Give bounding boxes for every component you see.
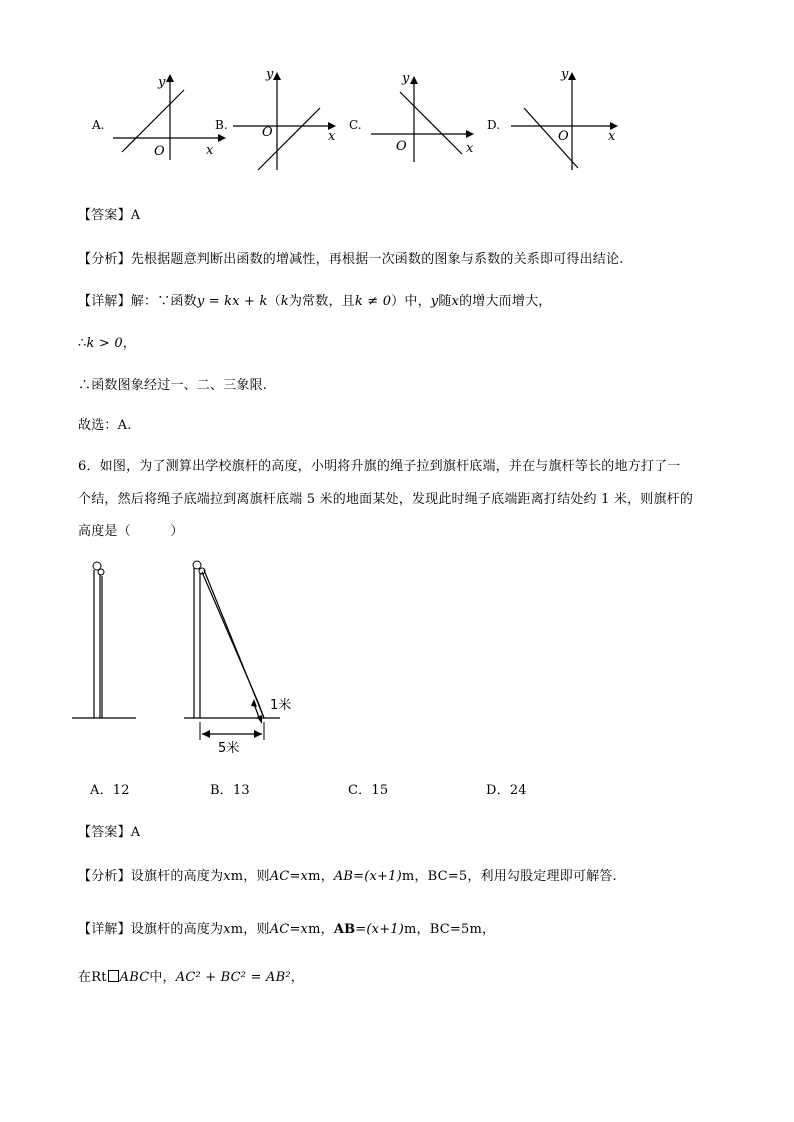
graph-a-label: A. xyxy=(92,118,105,132)
svg-text:O: O xyxy=(262,125,273,140)
missing-glyph-box xyxy=(108,970,119,982)
graph-d-label: D. xyxy=(487,118,501,132)
q6-line-3: 高度是（ ） xyxy=(78,524,184,539)
flagpole-figure-1 xyxy=(70,556,150,726)
graph-c-line xyxy=(400,92,462,154)
svg-text:x: x xyxy=(328,129,336,144)
rope-2 xyxy=(204,570,264,718)
graph-a-y: y xyxy=(158,75,166,90)
q6-line-1: 6．如图，为了测算出学校旗杆的高度，小明将升旗的绳子拉到旗杆底端，并在与旗杆等长的地方打了一 xyxy=(78,459,681,474)
graph-c xyxy=(366,68,486,164)
svg-text:O: O xyxy=(396,139,407,154)
q5-answer: 【答案】A xyxy=(78,208,141,223)
svg-text:O: O xyxy=(558,129,569,144)
q6-option-d: D．24 xyxy=(486,783,527,798)
q6-rt: 在Rt ABC中，AC² + BC² = AB²， xyxy=(78,970,304,985)
graph-a-x: x xyxy=(206,143,214,158)
q6-option-b: B．13 xyxy=(210,783,250,798)
graph-d-line xyxy=(524,108,578,168)
graph-a-origin: O xyxy=(154,144,165,159)
q6-line-2: 个结，然后将绳子底端拉到离旗杆底端 5 米的地面某处，发现此时绳子底端距离打结处约 1 米，则旗杆的 xyxy=(78,492,694,507)
q5-detail: 【详解】解：∵函数y = kx + k（k为常数，且k ≠ 0）中，y随x的增大而增大， xyxy=(78,294,552,309)
graph-c-label: C. xyxy=(349,118,362,132)
graph-b xyxy=(228,64,343,174)
svg-text:y: y xyxy=(561,67,569,82)
q5-therefore-2: ∴函数图象经过一、二、三象限. xyxy=(78,378,268,393)
q5-choice: 故选：A. xyxy=(78,418,132,433)
svg-text:x: x xyxy=(608,129,616,144)
flagpole-figure-2 xyxy=(180,556,310,756)
q5-analysis: 【分析】先根据题意判断出函数的增减性，再根据一次函数的图象与系数的关系即可得出结论. xyxy=(78,252,624,267)
graph-a-line xyxy=(122,90,184,152)
svg-text:x: x xyxy=(466,141,474,156)
graph-b-label: B. xyxy=(215,118,228,132)
graph-a xyxy=(108,72,228,162)
q6-detail: 【详解】设旗杆的高度为xm，则AC=xm，AB=(x+1)m，BC=5m， xyxy=(78,922,496,937)
label-1m: 1米 xyxy=(270,698,292,713)
q6-answer: 【答案】A xyxy=(78,825,141,840)
graph-d xyxy=(506,64,626,174)
svg-text:y: y xyxy=(266,67,274,82)
svg-text:y: y xyxy=(402,71,410,86)
q6-analysis: 【分析】设旗杆的高度为xm，则AC=xm，AB=(x+1)m，BC=5，利用勾股定理即可解答. xyxy=(78,869,617,884)
q5-therefore-1: ∴k > 0， xyxy=(78,336,136,351)
q6-option-a: A．12 xyxy=(90,783,130,798)
q6-option-c: C．15 xyxy=(348,783,389,798)
label-5m: 5米 xyxy=(218,741,240,756)
